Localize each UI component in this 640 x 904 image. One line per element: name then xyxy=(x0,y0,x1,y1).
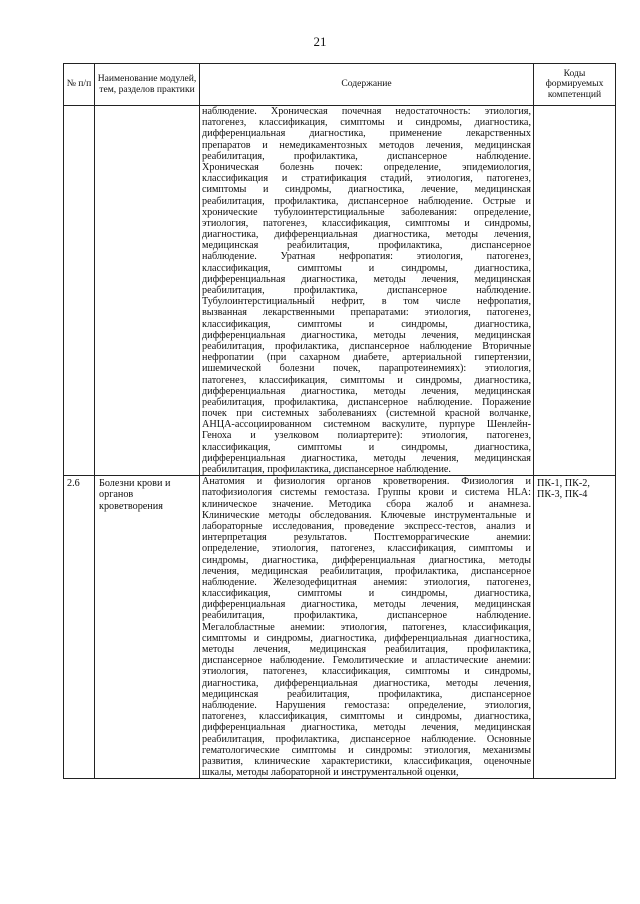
content-line: классификация, симптомы и синдромы, диагностика, xyxy=(202,318,531,330)
header-name: Наименование модулей, тем, разделов практики xyxy=(95,64,200,106)
row-codes xyxy=(534,106,616,476)
content-line: классификация, симптомы и синдромы, диагностика, xyxy=(202,441,531,453)
header-codes: Коды формируемых компетенций xyxy=(534,64,616,106)
content-line: реабилитация, профилактика, диспансерное наблюдение. xyxy=(202,150,531,162)
row-content xyxy=(200,106,534,476)
content-line: Тубулоинтерстициальный нефрит, в том числе нефропатия, xyxy=(202,296,531,308)
row-content xyxy=(200,476,534,779)
content-line: дифференциальная диагностика, методы лечения, медицинская xyxy=(202,329,531,341)
content-line: гематологические симптомы и синдромы: этиология, механизмы xyxy=(202,744,531,756)
content-line: дифференциальная диагностика, методы лечения, медицинская xyxy=(202,273,531,285)
content-line: Геноха и узелковом полиартерите): этиология, патогенез, xyxy=(202,430,531,442)
content-line: наблюдение. Железодефицитная анемия: этиология, патогенез, xyxy=(202,576,531,588)
content-line: развития, клинические характеристики, классификация, оценочные xyxy=(202,755,531,767)
content-line: патофизиология системы гемостаза. Группы крови и система HLA: xyxy=(202,487,531,499)
content-line: наблюдение. Хроническая почечная недостаточность: этиология, xyxy=(202,106,531,117)
content-line: этиология, патогенез, классификация, симптомы и синдромы, xyxy=(202,217,531,229)
page-number: 21 xyxy=(313,34,327,49)
row-number: 2.6 xyxy=(64,476,95,779)
content-line: дифференциальная диагностика, методы лечения, медицинская xyxy=(202,722,531,734)
content-line: реабилитация, профилактика, диспансерное наблюдение. xyxy=(202,464,451,475)
content-line: реабилитация, профилактика, диспансерное наблюдение. xyxy=(202,285,531,296)
header-num: № п/п xyxy=(64,64,95,106)
content-line: Хроническая болезнь почек: определение, эпидемиология, xyxy=(202,161,531,173)
content-line: ишемической болезни почек, парапротеинемиях): этиология, xyxy=(202,363,531,375)
content-line: лечения, медицинская реабилитация, профилактика, диспансерное xyxy=(202,565,531,577)
content-line: интерпретация результатов. Постгеморрагические анемии: xyxy=(202,532,531,544)
header-content: Содержание xyxy=(200,64,534,106)
content-line: Клинические методы обследования. Ключевые инструментальные и xyxy=(202,509,531,521)
content-line: дифференциальная диагностика, методы лечения, медицинская xyxy=(202,385,531,397)
content-line: патогенез, классификация, симптомы и синдромы, диагностика, xyxy=(202,374,531,386)
content-line: АНЦА-ассоциированном системном васкулите, пурпуре Шенлейн- xyxy=(202,419,531,431)
content-line: клиническое значение. Методика сбора жалоб и анамнеза. xyxy=(202,498,531,510)
content-line: классификация, симптомы и синдромы, диагностика, xyxy=(202,262,531,274)
row-codes: ПК-1, ПК-2, ПК-3, ПК-4 xyxy=(534,476,616,779)
content-line: вызванная лекарственными препаратами: этиология, патогенез, xyxy=(202,307,531,319)
content-line: медицинская реабилитация, профилактика, диспансерное xyxy=(202,688,531,700)
content-line: шкалы, методы лабораторной и инструментальной оценки, xyxy=(202,767,459,779)
content-line: симптомы и синдромы, диагностика, лечение, медицинская xyxy=(202,184,531,196)
content-line: почек при системных заболеваниях (системной красной волчанке, xyxy=(202,408,531,420)
content-line: реабилитация, профилактика, диспансерное наблюдение. Основные xyxy=(202,733,531,745)
content-line: диагностика, дифференциальная диагностика, методы лечения, xyxy=(202,229,531,241)
content-line: Анатомия и физиология органов кроветворения. Физиология и xyxy=(202,476,531,488)
content-line: медицинская реабилитация, профилактика, диспансерное xyxy=(202,240,531,252)
content-line: нефропатии (при сахарном диабете, артериальной гипертензии, xyxy=(202,352,531,364)
row-number xyxy=(64,106,95,476)
content-line: реабилитация, профилактика, диспансерное наблюдение. Поражение xyxy=(202,396,531,408)
content-line: определение, этиология, патогенез, классификация, симптомы и xyxy=(202,543,531,555)
table-row xyxy=(64,106,616,476)
content-line: дифференциальная диагностика, методы лечения, медицинская xyxy=(202,452,531,464)
table-row xyxy=(64,476,616,779)
content-line: патогенез, классификация, симптомы и синдромы, диагностика, xyxy=(202,117,531,129)
content-line: диспансерное наблюдение. Гемолитические и апластические анемии: xyxy=(202,655,531,667)
content-line: классификация, симптомы и синдромы, диагностика, xyxy=(202,588,531,600)
content-line: Мегалобластные анемии: этиология, патогенез, классификация, xyxy=(202,621,531,633)
content-line: дифференциальная диагностика, применение лекарственных xyxy=(202,128,531,140)
content-line: классификация и стратификация стадий, этиология, патогенез, xyxy=(202,173,531,185)
content-line: реабилитация, профилактика, диспансерное наблюдение. xyxy=(202,610,531,622)
table-header-row xyxy=(64,64,616,106)
content-line: реабилитация, профилактика, диспансерное наблюдение Вторичные xyxy=(202,340,531,352)
content-line: методы лечения, медицинская реабилитация, профилактика, xyxy=(202,644,531,655)
content-line: реабилитация, профилактика, диспансерное наблюдение. Острые и xyxy=(202,195,531,207)
row-name: Болезни крови и органов кроветворения xyxy=(95,476,200,779)
content-line: наблюдение. Нарушения гемостаза: определение, этиология, xyxy=(202,699,531,711)
content-line: синдромы, диагностика, дифференциальная диагностика, методы xyxy=(202,554,531,566)
curriculum-table xyxy=(63,63,616,779)
content-line: препаратов и немедикаментозных методов лечения, медицинская xyxy=(202,139,531,151)
content-line: наблюдение. Уратная нефропатия: этиология, патогенез, xyxy=(202,251,531,263)
content-line: патогенез, классификация, симптомы и синдромы, диагностика, xyxy=(202,711,531,723)
content-line: этиология, патогенез, классификация, симптомы и синдромы, xyxy=(202,666,531,678)
content-line: хронические тубулоинтерстициальные заболевания: определение, xyxy=(202,206,531,218)
row-name xyxy=(95,106,200,476)
content-line: лабораторные исследования, проведение экспресс-тестов, анализ и xyxy=(202,520,531,532)
content-line: дифференциальная диагностика, методы лечения, медицинская xyxy=(202,599,531,611)
content-line: диагностика, дифференциальная диагностика, методы лечения, xyxy=(202,677,531,689)
content-line: симптомы и синдромы, диагностика, дифференциальная диагностика, xyxy=(202,632,531,644)
